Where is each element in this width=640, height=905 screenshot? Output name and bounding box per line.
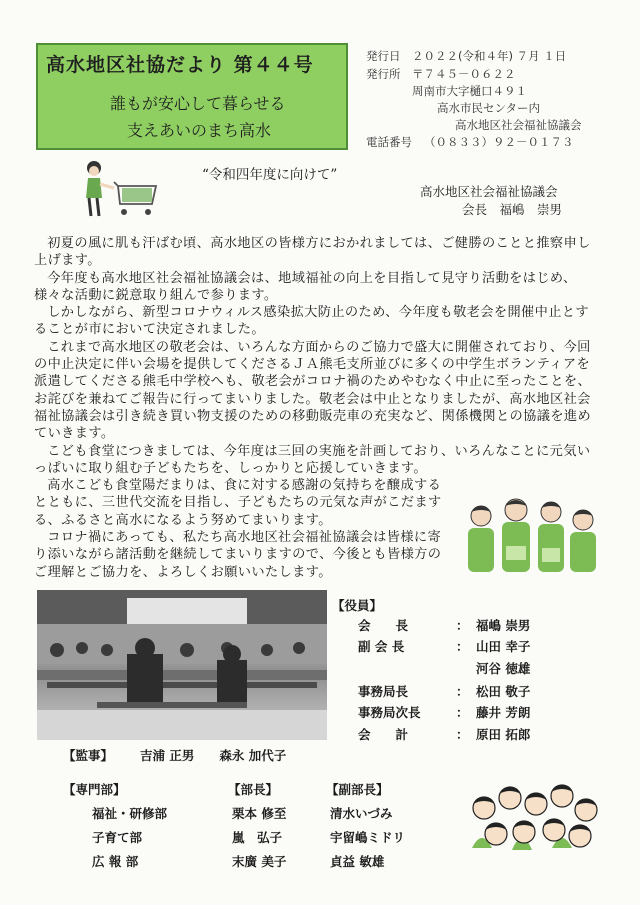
- paragraph-5: こども食堂につきましては、今年度は三回の実施を計画しており、いろんなことに元気いっぱいに取り組む子どもたちを、しっかりと応援していきます。: [34, 443, 591, 476]
- officer-role: 事務局長: [358, 684, 409, 699]
- paragraph-4: これまで高水地区の敬老会は、いろんな方面からのご協力で盛大に開催されており、今回の中止決定に伴い会場を提供してくださるＪＡ熊毛支所並びに多くの中学生ボランティアを派遣してくださる熊毛中学校へも、敬老会がコロナ禍のためやむなく中止に至ったことを、お詫びを兼ねてご報告に行ってまいりました。敬老会は中止となりましたが、高水地区社会福祉協議会は引き続き買い物支援のための移動販売車の充実など、関係機関との協議を進めていきます。: [34, 339, 592, 442]
- phone-number: （０８３３）９２－０１７３: [424, 135, 574, 149]
- officer-name: 河谷 徳雄: [476, 661, 531, 676]
- departments-heading: 【専門部】: [63, 782, 126, 797]
- newsletter-subtitle-1: 誰もが安心して暮らせる: [110, 94, 286, 113]
- paragraph-3: しかしながら、新型コロナウィルス感染拡大防止のため、今年度も敬老会を開催中止とすることが市において決定されました。: [34, 305, 589, 338]
- officer-name: 山田 幸子: [476, 639, 531, 654]
- dept-head: 末廣 美子: [232, 854, 287, 869]
- officer-role: 副 会 長: [358, 639, 405, 654]
- officer-role: 会 計: [358, 727, 409, 742]
- dept-head: 嵐 弘子: [232, 830, 283, 845]
- phone-label: 電話番号: [366, 135, 412, 149]
- children-illustration: [462, 778, 602, 868]
- dept-name: 子育て部: [92, 830, 143, 845]
- publication-date-label: 発行日: [366, 49, 401, 63]
- officer-name: 原田 拓郎: [476, 727, 531, 742]
- officer-colon: ：: [456, 684, 469, 699]
- dept-vice: 貞益 敏雄: [330, 854, 385, 869]
- author-name: 会長 福嶋 崇男: [462, 202, 563, 217]
- dept-head: 栗本 修至: [232, 806, 287, 821]
- author-org: 高水地区社会福祉協議会: [420, 184, 558, 199]
- publisher-label: 発行所: [366, 67, 401, 81]
- article-heading: “令和四年度に向けて”: [202, 167, 338, 183]
- vice-label: 【副部長】: [326, 782, 389, 797]
- dept-name: 広 報 部: [92, 854, 139, 869]
- officer-role: 事務局次長: [358, 705, 421, 720]
- paragraph-2: 今年度も高水地区社会福祉協議会は、地域福祉の向上を目指して見守り活動をはじめ、様々な活動に鋭意取り組んで参ります。: [34, 270, 577, 303]
- address: 周南市大字樋口４９１: [412, 84, 527, 98]
- officer-colon: ：: [456, 727, 469, 742]
- newsletter-title: 高水地区社協だより 第４４号: [46, 54, 314, 76]
- head-label: 【部長】: [228, 782, 279, 797]
- volunteers-illustration: [462, 488, 602, 578]
- officer-colon: ：: [456, 705, 469, 720]
- officer-role: 会 長: [358, 618, 409, 633]
- shopping-cart-illustration: [80, 158, 160, 220]
- officers-heading: 【役員】: [332, 598, 383, 613]
- officer-name: 藤井 芳朗: [476, 705, 531, 720]
- officer-colon: ：: [456, 618, 469, 633]
- dept-vice: 宇留嶋ミドリ: [330, 830, 406, 845]
- center-name: 高水市民センター内: [437, 101, 541, 115]
- officer-name: 福嶋 崇男: [476, 618, 531, 633]
- auditors-label: 【監事】: [63, 748, 114, 763]
- paragraph-7: コロナ禍にあっても、私たち高水地区社会福祉協議会は皆様に寄り添いながら諸活動を継続してまいりますので、今後とも皆様方のご理解とご協力を、よろしくお願いいたします。: [34, 530, 442, 580]
- paragraph-6: 高水こども食堂陽だまりは、食に対する感謝の気持ちを醸成するとともに、三世代交流を目指し、子どもたちの元気な声がこだまする、ふるさと高水になるよう努めてまいります。: [34, 478, 442, 528]
- newsletter-subtitle-2: 支えあいのまち高水: [127, 121, 272, 140]
- dept-name: 福祉・研修部: [92, 806, 168, 821]
- org-name: 高水地区社会福祉協議会: [455, 118, 582, 132]
- postal-code: 〒７４５－０６２２: [412, 67, 516, 81]
- paragraph-1: 初夏の風に肌も汗ばむ頃、高水地区の皆様方におかれましては、ご健勝のことと推察申し上げます。: [34, 236, 591, 269]
- officer-colon: ：: [456, 639, 469, 654]
- auditors-names: 吉浦 正男 森永 加代子: [140, 748, 287, 763]
- dept-vice: 清水いづみ: [330, 806, 393, 821]
- officer-name: 松田 敬子: [476, 684, 531, 699]
- publication-date: ２０２２(令和４年) ７月 １日: [412, 49, 567, 63]
- meeting-photo: [37, 590, 327, 740]
